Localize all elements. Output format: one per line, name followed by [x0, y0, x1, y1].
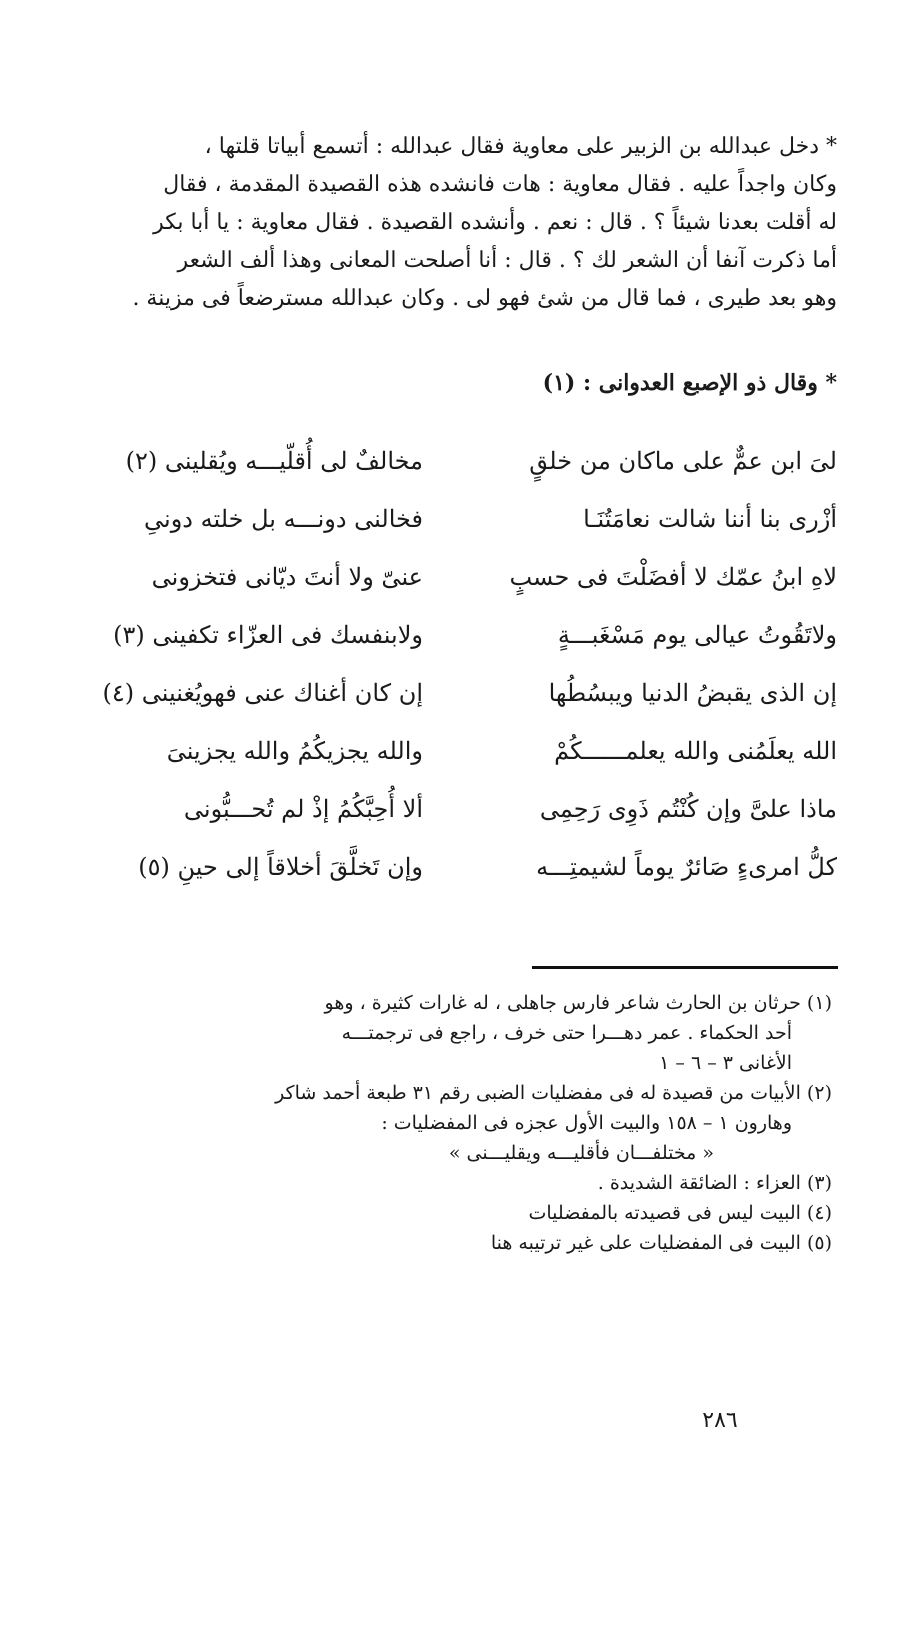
verse-second-hemistich: ولابنفسك فى العزّاء تكفينى (٣): [113, 621, 423, 649]
verse-first-hemistich: أزْرى بنا أننا شالت نعامَتُنَـا: [583, 505, 837, 533]
verse-first-hemistich: الله يعلَمُنى والله يعلمــــــكُمْ: [554, 737, 837, 765]
verse: [52, 722, 837, 780]
verse-first-hemistich: ماذا علىَّ وإن كُنْتُم ذَوِى رَحِمِى: [539, 795, 837, 823]
verse-second-hemistich: فخالنى دونـــه بل خلته دونىِ: [144, 505, 423, 533]
footnote: [52, 1078, 832, 1168]
verse-first-hemistich: إن الذى يقبضُ الدنيا ويبسُطُها: [548, 679, 837, 707]
verse: [52, 490, 837, 548]
footnote-line: أحد الحكماء . عمر دهـــرا حتى خرف ، راجع فى ترجمتـــه: [341, 1022, 792, 1044]
verse-first-hemistich: لاهِ ابنُ عمّك لا أفضَلْتَ فى حسبٍ: [509, 563, 837, 591]
verse: [52, 548, 837, 606]
verse-second-hemistich: مخالفٌ لى أُقلّيـــه ويُقلينى (٢): [125, 447, 423, 475]
poem-introduction: * وقال ذو الإصبع العدوانى : (١): [542, 370, 837, 396]
footnote: [52, 1228, 832, 1258]
verse-second-hemistich: والله يجزيكُمُ والله يجزينىَ: [166, 737, 423, 765]
footnote: [52, 1198, 832, 1228]
verse-first-hemistich: كلُّ امرىءٍ صَائرٌ يوماً لشيمتِـــه: [536, 853, 837, 881]
paragraph-line: أما ذكرت آنفا أن الشعر لك ؟ . قال : أنا أصلحت المعانى وهذا ألف الشعر: [177, 248, 837, 273]
paragraph-line: * دخل عبدالله بن الزبير على معاوية فقال عبدالله : أتسمع أبياتا قلتها ،: [204, 134, 837, 159]
anecdote-paragraph: [52, 128, 837, 318]
verse: [52, 664, 837, 722]
footnote-line: (١) حرثان بن الحارث شاعر فارس جاهلى ، له غارات كثيرة ، وهو: [324, 992, 832, 1014]
verse-first-hemistich: ولاتَقُوتُ عيالى يوم مَسْغَبـــةٍ: [557, 621, 837, 649]
verse-second-hemistich: ألا أُحِبَّكُمُ إذْ لم تُحـــبُّونى: [183, 795, 423, 823]
footnote: [52, 1168, 832, 1198]
verse: [52, 606, 837, 664]
verse-second-hemistich: إن كان أغناك عنى فهويُغنينى (٤): [102, 679, 423, 707]
footnote-line: (٥) البيت فى المفضليات على غير ترتيبه هنا: [490, 1232, 832, 1254]
footnotes: [52, 988, 832, 1258]
footnote: [52, 988, 832, 1078]
footnote-line: (٢) الأبيات من قصيدة له فى مفضليات الضبى رقم ٣١ طبعة أحمد شاكر: [275, 1082, 832, 1104]
footnote-line: (٣) العزاء : الضائقة الشديدة .: [597, 1172, 832, 1194]
footnote-line: « مختلفـــان فأقليـــه ويقليـــنى »: [448, 1142, 714, 1164]
verse-second-hemistich: وإن تَخلَّقَ أخلاقاً إلى حينِ (٥): [138, 853, 423, 881]
verse: [52, 838, 837, 896]
verse-first-hemistich: لىَ ابن عمٌّ على ماكان من خلقٍ: [529, 447, 837, 475]
footnote-divider: [532, 966, 838, 969]
verse: [52, 432, 837, 490]
footnote-line: (٤) البيت ليس فى قصيدته بالمفضليات: [528, 1202, 832, 1224]
paragraph-line: له أقلت بعدنا شيئاً ؟ . قال : نعم . وأنشده القصيدة . فقال معاوية : يا أبا بكر: [153, 210, 837, 235]
paragraph-line: وكان واجداً عليه . فقال معاوية : هات فانشده هذه القصيدة المقدمة ، فقال: [163, 172, 837, 197]
footnote-line: الأغانى ٣ – ٦ – ١: [659, 1052, 792, 1074]
page-number: ٢٨٦: [702, 1408, 738, 1433]
paragraph-line: وهو بعد طيرى ، فما قال من شئ فهو لى . وكان عبدالله مسترضعاً فى مزينة .: [132, 286, 837, 311]
verse-second-hemistich: عنىّ ولا أنتَ ديّانى فتخزونى: [151, 563, 423, 591]
footnote-line: وهارون ١ – ١٥٨ والبيت الأول عجزه فى المفضليات :: [381, 1112, 792, 1134]
verse: [52, 780, 837, 838]
poem: [52, 432, 837, 896]
